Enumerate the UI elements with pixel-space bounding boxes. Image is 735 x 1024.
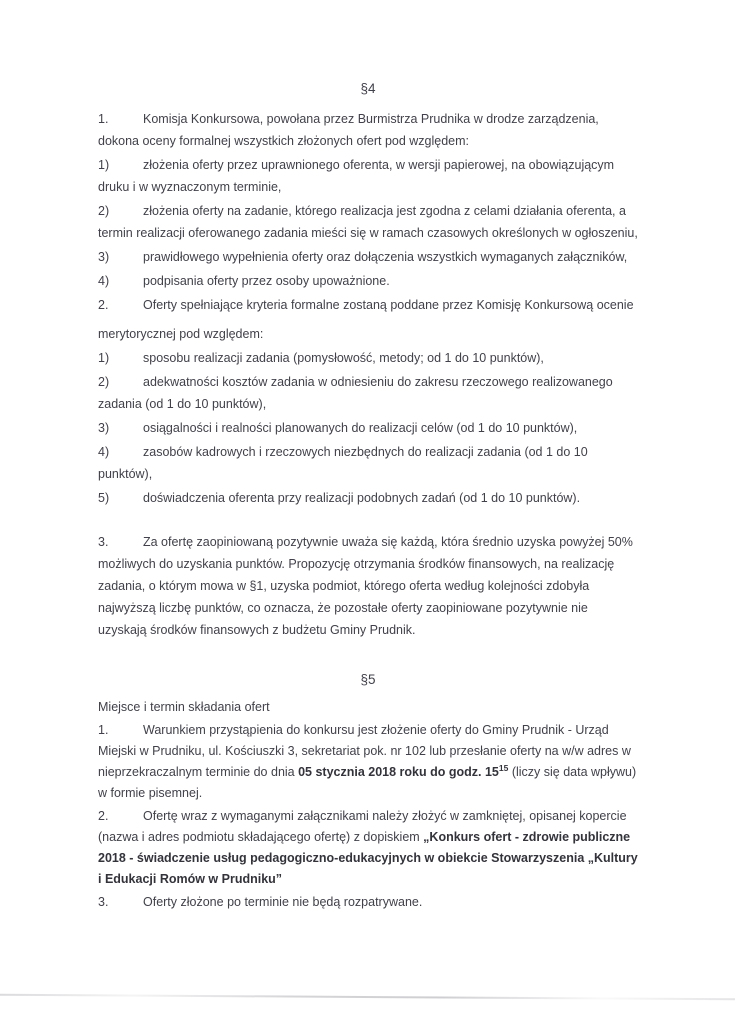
paragraph [98,200,638,244]
paragraph-text: Oferty spełniające kryteria formalne zostaną poddane przez Komisję Konkursową ocenie [143,298,634,312]
text-segment: Warunkiem przystąpienia do konkursu jest złożenie oferty do Gminy Prudnik - Urząd Miejski w Prudniku, ul. Kościuszki 3, sekretariat pok. nr 102 lub przesłanie oferty na w/w adres w nieprzekraczalnym terminie do dnia [98,723,631,779]
paragraph-text: prawidłowego wypełnienia oferty oraz dołączenia wszystkich wymaganych załączników, [143,250,628,264]
paragraph-marker: 2) [98,204,110,218]
paragraph-marker: 4) [98,274,110,288]
paragraph-marker: 2. [98,809,109,823]
paragraph [98,294,638,316]
paragraph-text [98,723,636,800]
paragraph-text: merytorycznej pod względem: [98,327,264,341]
section-4-heading: §4 [360,81,376,96]
paragraph-marker: 3) [98,421,110,435]
paragraph-marker: 1. [98,723,109,737]
paragraph-text: Komisja Konkursowa, powołana przez Burmistrza Prudnika w drodze zarządzenia, dokona oceny formalnej wszystkich złożonych ofert pod względem: [98,112,599,148]
paragraph-text: złożenia oferty na zadanie, którego realizacja jest zgodna z celami działania oferenta, a termin realizacji oferowanego zadania mieści się w ramach czasowych określonych w ogłoszeniu, [98,204,638,240]
paragraph-text: osiągalności i realności planowanych do realizacji celów (od 1 do 10 punktów), [143,421,578,435]
paragraph [98,347,638,369]
paragraph-text: Oferty złożone po terminie nie będą rozpatrywane. [143,895,423,909]
paragraph-marker: 1) [98,351,110,365]
paragraph-marker: 3. [98,535,109,549]
paragraph [98,806,638,890]
paragraph-continuation [98,323,638,345]
paragraph [98,108,638,152]
paragraph-text: podpisania oferty przez osoby upoważnione. [143,274,390,288]
paragraph-text: Za ofertę zaopiniowaną pozytywnie uważa się każdą, która średnio uzyska powyżej 50% możliwych do uzyskania punktów. Propozycję otrzymania środków finansowych, na realizację zadania, o którym mowa w §1, uzyska podmiot, którego oferta według kolejności zdobyła najwyższą liczbę punktów, co oznacza, że pozostałe oferty zaopiniowane pozytywnie nie uzyskają środków finansowych z budżetu Gminy Prudnik. [98,535,633,637]
text-segment: (liczy się data wpływu) w formie pisemnej. [98,765,637,800]
paragraph-marker: 1) [98,158,110,172]
paragraph [98,441,638,485]
paragraph [98,154,638,198]
paragraph [98,531,638,641]
paragraph [98,371,638,415]
paragraph-marker: 5) [98,491,110,505]
paragraph-text [98,809,638,886]
paragraph-marker: 2. [98,298,109,312]
scan-artifact-line [0,994,735,1000]
paragraph [98,892,638,913]
paragraph-text: zasobów kadrowych i rzeczowych niezbędnych do realizacji zadania (od 1 do 10 punktów), [98,445,588,481]
section-subtitle: Miejsce i termin składania ofert [98,700,270,714]
paragraph [98,417,638,439]
document-page [98,0,638,915]
deadline-superscript: 15 [498,762,509,773]
paragraph-marker: 4) [98,445,110,459]
paragraph-marker: 2) [98,375,110,389]
paragraph-text: sposobu realizacji zadania (pomysłowość, metody; od 1 do 10 punktów), [143,351,544,365]
paragraph-text: adekwatności kosztów zadania w odniesieniu do zakresu rzeczowego realizowanego zadania (od 1 do 10 punktów), [98,375,613,411]
paragraph-marker: 1. [98,112,109,126]
paragraph [98,246,638,268]
paragraph-marker: 3) [98,250,110,264]
paragraph [98,487,638,509]
paragraph-text: doświadczenia oferenta przy realizacji podobnych zadań (od 1 do 10 punktów). [143,491,581,505]
bold-deadline-text: 05 stycznia 2018 roku do godz. 15 [298,765,499,779]
paragraph [98,270,638,292]
bold-envelope-label: „Konkurs ofert - zdrowie publiczne 2018 - świadczenie usług pedagogiczno-edukacyjnych w obiekcie Stowarzyszenia „Kultury i Edukacji Romów w Prudniku” [98,830,638,886]
paragraph-text: złożenia oferty przez uprawnionego oferenta, w wersji papierowej, na obowiązującym druku i w wyznaczonym terminie, [98,158,615,194]
section-5-heading: §5 [360,672,376,687]
text-segment: Ofertę wraz z wymaganymi załącznikami należy złożyć w zamkniętej, opisanej kopercie (nazwa i adres podmiotu składającego ofertę) z dopiskiem [98,809,627,844]
paragraph-marker: 3. [98,895,109,909]
paragraph [98,720,638,804]
